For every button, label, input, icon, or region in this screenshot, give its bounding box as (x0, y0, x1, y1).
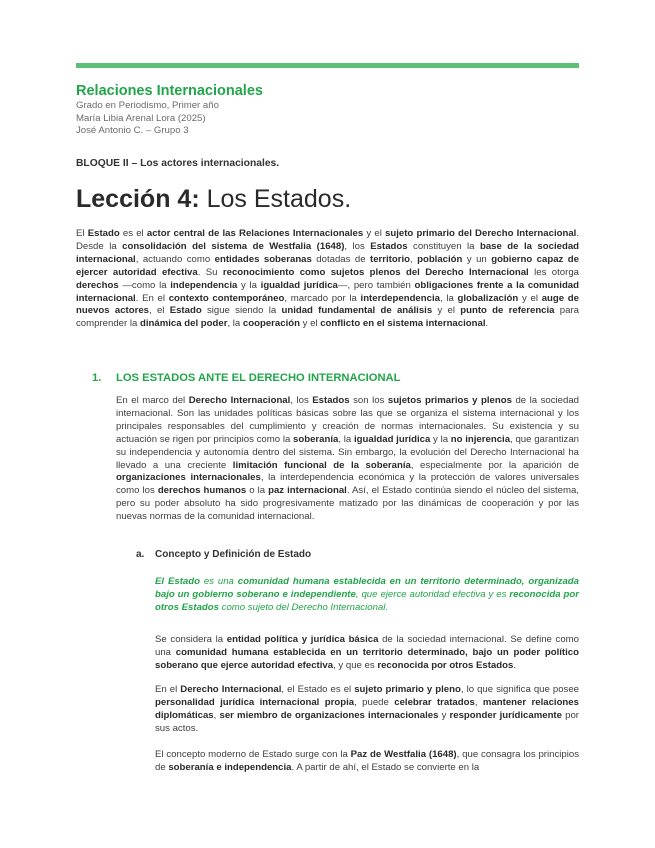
emphasis: sujetos primarios y plenos (387, 395, 512, 406)
emphasis: Estado (169, 305, 202, 317)
emphasis: El Estado (155, 576, 200, 587)
emphasis: igualdad jurídica (260, 279, 338, 291)
emphasis: dinámica del poder (140, 318, 228, 330)
emphasis: actor central de las Relaciones Internacionales (146, 228, 364, 239)
emphasis: soberanía (293, 433, 339, 445)
emphasis: gobierno capaz de ejercer autoridad efectiva (76, 253, 579, 278)
emphasis: responder jurídicamente (449, 709, 562, 721)
subsection-title: Concepto y Definición de Estado (155, 549, 312, 560)
emphasis: Estados (370, 240, 408, 252)
intro-paragraph: El Estado es el actor central de las Relaciones Internacionales y el sujeto primario del Derecho Internacional. Desde la consolidación del sistema de Westfalia (1648), los Estados constituyen la base de la sociedad internacional, actuando como entidades soberanas dotadas de territorio, población y un gobierno capaz de ejercer autoridad efectiva. Su reconocimiento como sujetos plenos del Derecho Internacional les otorga derechos —como la independencia y la igualdad jurídica—, pero también obligaciones frente a la comunidad internacional. En el contexto contemporáneo, marcado por la interdependencia, la globalización y el auge de nuevos actores, el Estado sigue siendo la unidad fundamental de análisis y el punto de referencia para comprender la dinámica del poder, la cooperación y el conflicto en el sistema internacional. (76, 228, 580, 330)
emphasis: reconocida por otros Estados (377, 659, 514, 671)
emphasis: personalidad jurídica internacional propia (155, 696, 355, 708)
emphasis: organizaciones internacionales (116, 472, 261, 484)
emphasis: entidad política y jurídica básica (226, 634, 379, 645)
emphasis: punto de referencia (460, 305, 555, 317)
emphasis: limitación funcional de la soberanía (232, 459, 411, 471)
emphasis: ser miembro de organizaciones internacionales (219, 709, 439, 721)
emphasis: derechos humanos (157, 485, 247, 497)
body-paragraph: El concepto moderno de Estado surge con la Paz de Westfalia (1648), que consagra los principios de soberanía e independencia. A partir de ahí, el Estado se convierte en la (155, 749, 579, 773)
section-paragraph: En el marco del Derecho Internacional, los Estados son los sujetos primarios y plenos de la sociedad internacional. Son las unidades políticas básicas sobre las que se organiza el sistema internacional y los principales responsables del cumplimiento y creación de normas internacionales. Su existencia y su actuación se rigen por principios como la soberanía, la igualdad jurídica y la no injerencia, que garantizan su independencia y autonomía dentro del sistema. Sin embargo, la evolución del Derecho Internacional ha llevado a una creciente limitación funcional de la soberanía, especialmente por la aparición de organizaciones internacionales, la interdependencia económica y la protección de valores universales como los derechos humanos o la paz internacional. Así, el Estado continúa siendo el núcleo del sistema, pero su poder absoluto ha sido progresivamente matizado por las dinámicas de cooperación y por las nuevas normas de la comunidad internacional. (116, 395, 580, 523)
emphasis: contexto contemporáneo (168, 292, 285, 304)
meta-line: María Libia Arenal Lora (2025) (76, 112, 206, 124)
emphasis: Derecho Internacional (180, 684, 282, 695)
emphasis: globalización (457, 292, 519, 304)
emphasis: interdependencia (360, 292, 440, 304)
emphasis: auge de nuevos actores (76, 292, 579, 317)
emphasis: Estados (312, 395, 350, 406)
section-number: 1. (92, 372, 102, 384)
emphasis: Estado (87, 228, 120, 239)
subsection-letter: a. (136, 549, 145, 560)
lesson-title (76, 185, 351, 214)
emphasis: territorio (370, 253, 410, 265)
course-title: Relaciones Internacionales (76, 83, 263, 99)
emphasis: celebrar tratados (394, 696, 475, 708)
emphasis: derechos (76, 279, 119, 291)
emphasis: reconocimiento como sujetos plenos del Derecho Internacional (222, 266, 529, 278)
emphasis: igualdad jurídica (353, 433, 431, 445)
emphasis: conflicto en el sistema internacional (320, 318, 486, 330)
emphasis: consolidación del sistema de Westfalia (1648) (122, 240, 345, 252)
body-paragraph: En el Derecho Internacional, el Estado es el sujeto primario y pleno, lo que significa que posee personalidad jurídica internacional propia, puede celebrar tratados, mantener relaciones diplomáticas, ser miembro de organizaciones internacionales y responder jurídicamente por sus actos. (155, 684, 579, 734)
emphasis: unidad fundamental de análisis (281, 305, 433, 317)
section-heading (92, 372, 400, 384)
emphasis: paz internacional (268, 485, 347, 497)
document-meta (76, 100, 219, 138)
emphasis: base de la sociedad internacional (76, 240, 580, 265)
emphasis: entidades soberanas (214, 253, 312, 265)
lesson-label: Lección 4: (76, 185, 200, 213)
emphasis: sujeto primario del Derecho Internacional (385, 228, 577, 239)
definition-quote: El Estado es una comunidad humana establecida en un territorio determinado, organizada bajo un gobierno soberano e independiente, que ejerce autoridad efectiva y es reconocida por otros Estados como sujeto del Derecho Internacional. (155, 576, 580, 613)
header-rule (76, 63, 579, 68)
lesson-name: Los Estados. (206, 185, 352, 213)
emphasis: Paz de Westfalia (1648) (350, 749, 457, 760)
meta-line: Grado en Periodismo, Primer año (76, 100, 219, 111)
emphasis: población (417, 253, 463, 265)
emphasis: reconocida por otros Estados (155, 588, 579, 613)
emphasis: comunidad humana establecida en un territorio determinado, bajo un poder político soberano que ejerce autoridad efectiva (155, 646, 579, 671)
emphasis: obligaciones frente a la comunidad internacional (76, 279, 579, 304)
emphasis: no injerencia (450, 433, 511, 445)
block-title: BLOQUE II – Los actores internacionales. (76, 158, 280, 169)
emphasis: independencia (170, 279, 238, 291)
emphasis: Derecho Internacional (188, 395, 291, 406)
section-title: LOS ESTADOS ANTE EL DERECHO INTERNACIONAL (116, 372, 401, 384)
emphasis: soberanía e independencia (168, 761, 292, 773)
meta-line: José Antonio C. – Grupo 3 (76, 125, 189, 137)
emphasis: comunidad humana establecida en un territorio determinado, organizada bajo un gobierno soberano e independiente (155, 576, 580, 600)
body-paragraph: Se considera la entidad política y jurídica básica de la sociedad internacional. Se define como una comunidad humana establecida en un territorio determinado, bajo un poder político soberano que ejerce autoridad efectiva, y que es reconocida por otros Estados. (155, 634, 579, 671)
subsection-heading (136, 549, 311, 560)
emphasis: mantener relaciones diplomáticas (155, 696, 579, 721)
emphasis: cooperación (242, 318, 300, 330)
emphasis: sujeto primario y pleno (354, 684, 461, 695)
